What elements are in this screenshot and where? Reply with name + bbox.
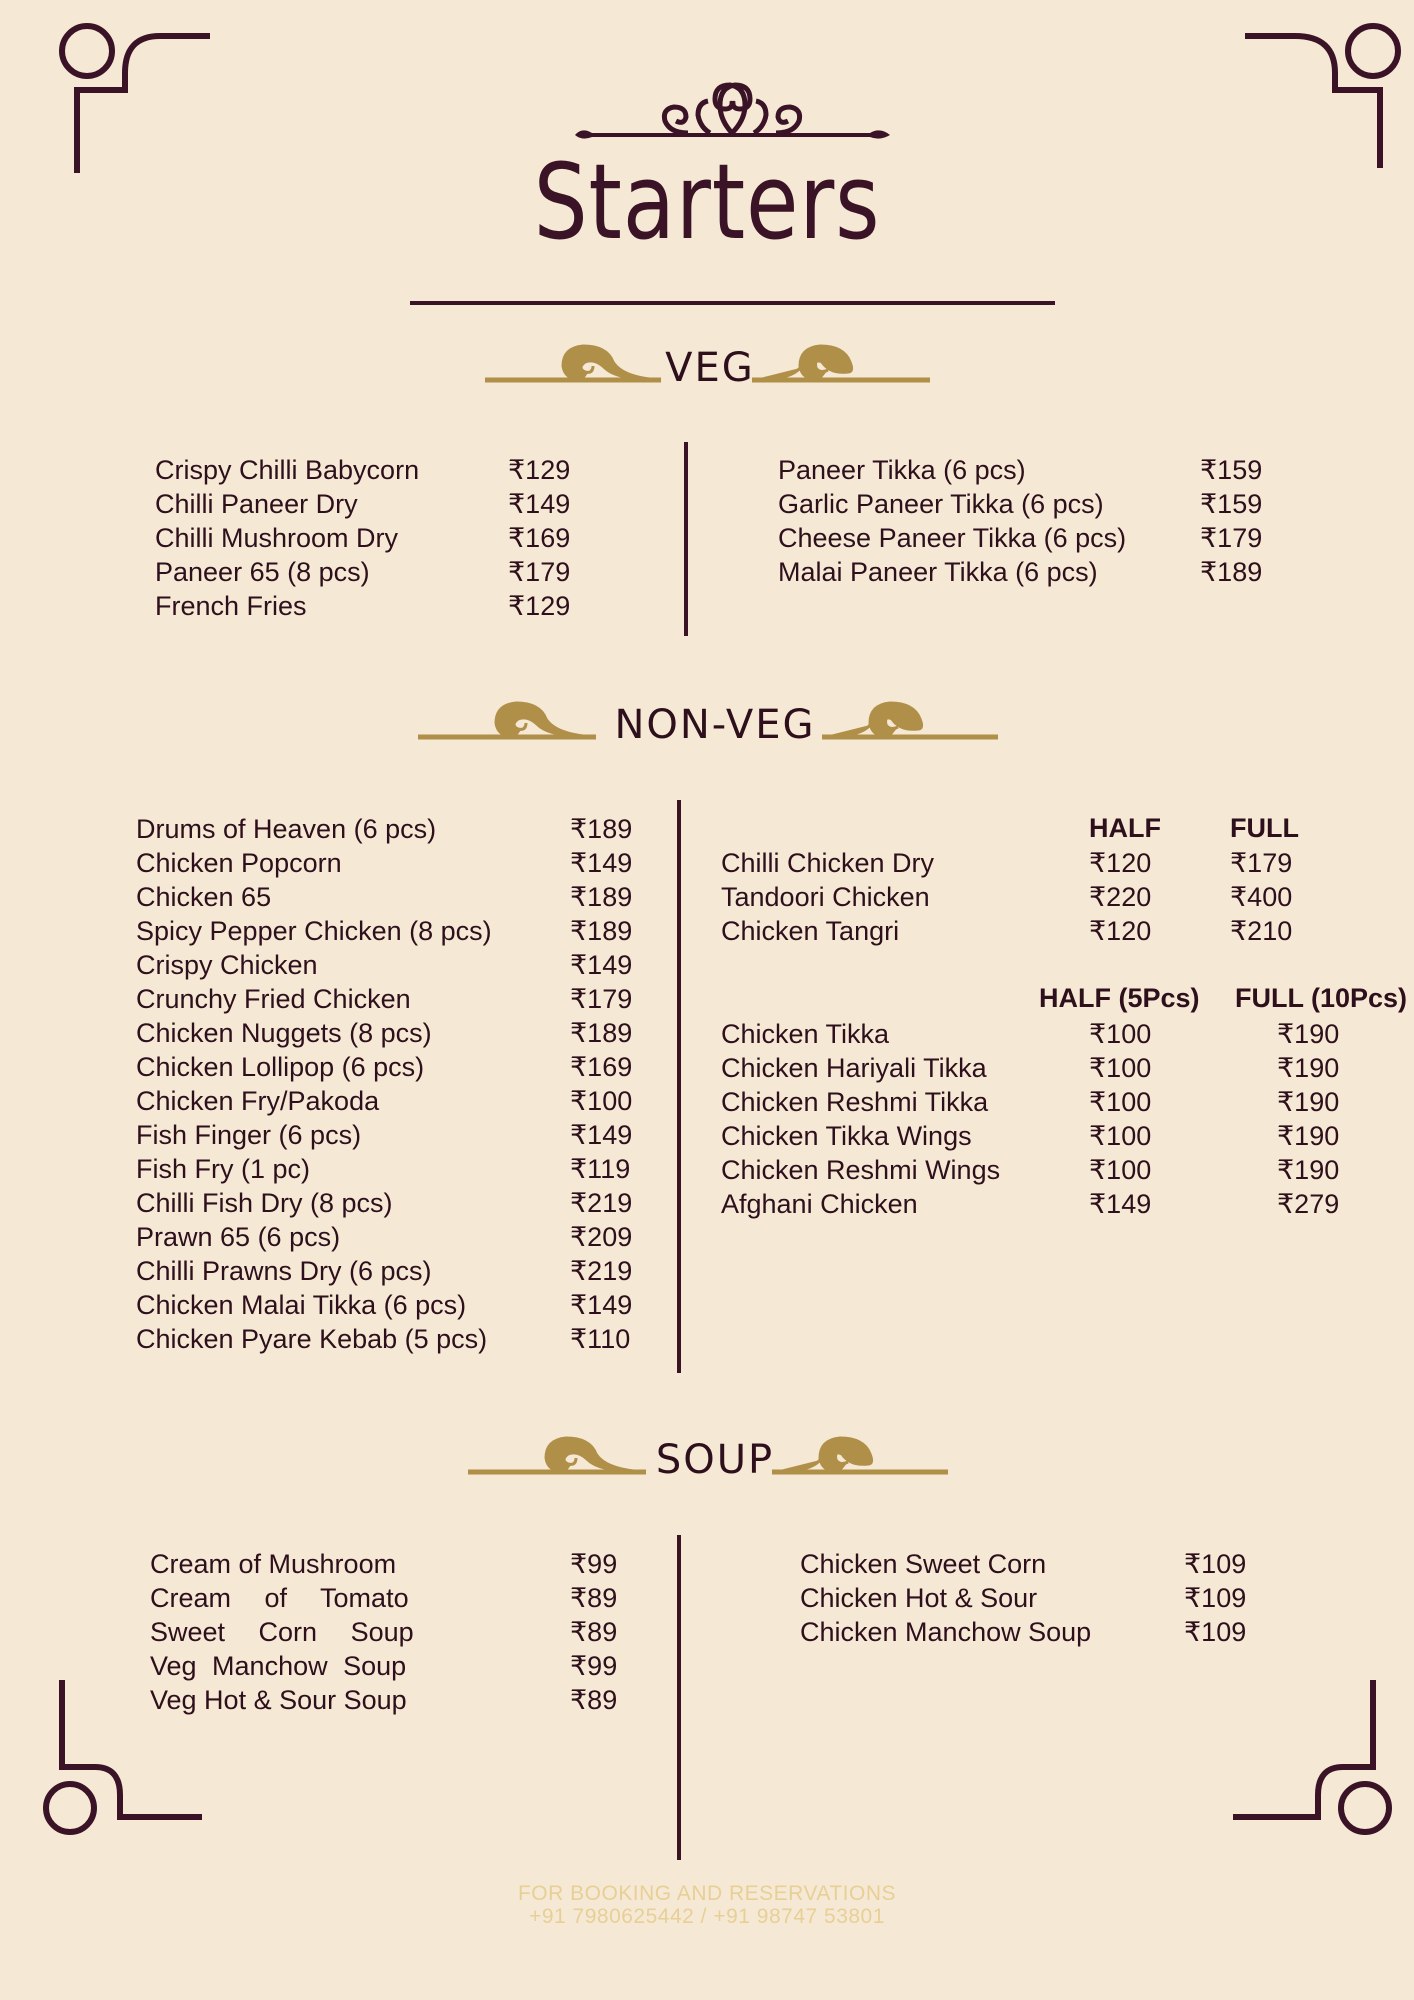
half-price: ₹120: [1089, 848, 1152, 878]
full-price: ₹400: [1230, 882, 1293, 912]
item-price: ₹149: [570, 1120, 633, 1150]
item-price: ₹89: [570, 1617, 618, 1647]
menu-item: [136, 1220, 656, 1254]
half-price: ₹100: [1089, 1155, 1152, 1185]
full-price: ₹279: [1277, 1189, 1340, 1219]
item-name: Afghani Chicken: [721, 1189, 918, 1219]
menu-item: [136, 1186, 656, 1220]
menu-item: [136, 914, 656, 948]
menu-item: [136, 1050, 656, 1084]
item-name: Paneer Tikka (6 pcs): [778, 455, 1026, 485]
item-name: Drums of Heaven (6 pcs): [136, 814, 437, 844]
item-name: Veg Hot & Sour Soup: [150, 1685, 407, 1715]
item-price: ₹119: [570, 1154, 631, 1184]
soup-column-divider: [677, 1535, 681, 1860]
menu-item: [136, 1152, 656, 1186]
full-price: ₹190: [1277, 1155, 1340, 1185]
half-price: ₹100: [1089, 1121, 1152, 1151]
menu-item: [150, 1615, 630, 1649]
half-price: ₹100: [1089, 1087, 1152, 1117]
item-price: ₹219: [570, 1256, 633, 1286]
table-row: [721, 1017, 1341, 1051]
nonveg-tikka-table: [721, 1017, 1341, 1221]
item-name: Chicken Popcorn: [136, 848, 342, 878]
item-name: French Fries: [155, 591, 307, 621]
menu-item: [778, 487, 1278, 521]
item-name: Sweet Corn Soup: [150, 1617, 414, 1647]
half-5pcs-column-header: HALF (5Pcs): [1039, 983, 1200, 1013]
menu-item: [800, 1581, 1280, 1615]
item-name: Chicken Reshmi Tikka: [721, 1087, 989, 1117]
item-price: ₹149: [570, 1290, 633, 1320]
soup-left-list: [150, 1547, 630, 1717]
veg-left-list: [155, 453, 575, 623]
item-name: Chicken Fry/Pakoda: [136, 1086, 380, 1116]
item-name: Crispy Chicken: [136, 950, 318, 980]
menu-item: [136, 1016, 656, 1050]
full-price: ₹190: [1277, 1019, 1340, 1049]
half-price: ₹100: [1089, 1019, 1152, 1049]
item-name: Chilli Chicken Dry: [721, 848, 935, 878]
wave-swirl-right-icon: [820, 697, 1010, 742]
wave-swirl-left-icon: [483, 340, 673, 385]
wave-swirl-left-icon: [416, 697, 606, 742]
item-name: Crunchy Fried Chicken: [136, 984, 411, 1014]
menu-item: [778, 521, 1278, 555]
menu-item: [155, 589, 575, 623]
full-price: ₹179: [1230, 848, 1293, 878]
full-10pcs-column-header: FULL (10Pcs): [1235, 983, 1408, 1013]
half-price: ₹120: [1089, 916, 1152, 946]
menu-item: [136, 1118, 656, 1152]
scroll-flourish-icon: [570, 75, 895, 145]
item-price: ₹149: [570, 950, 633, 980]
item-name: Chicken 65: [136, 882, 272, 912]
item-price: ₹169: [570, 1052, 633, 1082]
table-row: [721, 1187, 1341, 1221]
menu-item: [136, 1288, 656, 1322]
item-price: ₹99: [570, 1549, 618, 1579]
menu-item: [136, 1322, 656, 1356]
page-title: Starters: [533, 141, 881, 263]
item-price: ₹109: [1184, 1583, 1247, 1613]
item-price: ₹129: [508, 455, 571, 485]
item-name: Spicy Pepper Chicken (8 pcs): [136, 916, 492, 946]
half-price: ₹220: [1089, 882, 1152, 912]
item-name: Cheese Paneer Tikka (6 pcs): [778, 523, 1127, 553]
item-name: Chilli Fish Dry (8 pcs): [136, 1188, 393, 1218]
menu-item: [155, 487, 575, 521]
menu-item: [150, 1649, 630, 1683]
title-divider: [410, 301, 1055, 305]
table-row: [721, 1051, 1341, 1085]
item-name: Veg Manchow Soup: [150, 1651, 407, 1681]
item-price: ₹159: [1200, 455, 1263, 485]
item-name: Tandoori Chicken: [721, 882, 930, 912]
table-row: [721, 1153, 1341, 1187]
item-price: ₹169: [508, 523, 571, 553]
menu-item: [136, 812, 656, 846]
section-title-nonveg: NON-VEG: [614, 702, 816, 748]
item-name: Prawn 65 (6 pcs): [136, 1222, 341, 1252]
item-name: Garlic Paneer Tikka (6 pcs): [778, 489, 1104, 519]
item-price: ₹159: [1200, 489, 1263, 519]
table-row: [721, 880, 1321, 914]
table-row: [721, 1119, 1341, 1153]
wave-swirl-right-icon: [770, 1432, 960, 1477]
half-column-header: HALF: [1089, 813, 1161, 843]
item-name: Chilli Mushroom Dry: [155, 523, 399, 553]
item-price: ₹109: [1184, 1549, 1247, 1579]
menu-item: [778, 555, 1278, 589]
item-name: Chilli Paneer Dry: [155, 489, 358, 519]
item-name: Chicken Sweet Corn: [800, 1549, 1047, 1579]
item-name: Chicken Tangri: [721, 916, 900, 946]
menu-item: [150, 1683, 630, 1717]
corner-ornament-bottom-right: [1228, 1675, 1398, 1840]
item-price: ₹219: [570, 1188, 633, 1218]
item-name: Malai Paneer Tikka (6 pcs): [778, 557, 1098, 587]
menu-item: [136, 1084, 656, 1118]
item-name: Fish Fry (1 pc): [136, 1154, 311, 1184]
item-price: ₹189: [570, 882, 633, 912]
table-row: [721, 914, 1321, 948]
menu-item: [150, 1581, 630, 1615]
item-name: Chicken Tikka: [721, 1019, 890, 1049]
item-price: ₹189: [570, 916, 633, 946]
item-price: ₹109: [1184, 1617, 1247, 1647]
item-price: ₹179: [570, 984, 633, 1014]
item-name: Chicken Pyare Kebab (5 pcs): [136, 1324, 488, 1354]
item-name: Chicken Malai Tikka (6 pcs): [136, 1290, 467, 1320]
menu-item: [136, 846, 656, 880]
veg-right-list: [778, 453, 1278, 589]
soup-right-list: [800, 1547, 1280, 1649]
nonveg-column-divider: [677, 800, 681, 1373]
item-name: Chicken Reshmi Wings: [721, 1155, 1001, 1185]
item-name: Cream of Tomato: [150, 1583, 409, 1613]
full-price: ₹190: [1277, 1053, 1340, 1083]
wave-swirl-left-icon: [466, 1432, 656, 1477]
menu-item: [155, 555, 575, 589]
item-price: ₹189: [570, 1018, 633, 1048]
item-price: ₹189: [1200, 557, 1263, 587]
footer-phone-numbers: +91 7980625442 / +91 98747 53801: [529, 1905, 885, 1928]
item-price: ₹99: [570, 1651, 618, 1681]
item-name: Paneer 65 (8 pcs): [155, 557, 370, 587]
item-price: ₹189: [570, 814, 633, 844]
footer-booking-label: FOR BOOKING AND RESERVATIONS: [517, 1882, 897, 1905]
item-name: Cream of Mushroom: [150, 1549, 397, 1579]
item-price: ₹89: [570, 1685, 618, 1715]
item-name: Chicken Lollipop (6 pcs): [136, 1052, 425, 1082]
menu-item: [800, 1615, 1280, 1649]
half-price: ₹100: [1089, 1053, 1152, 1083]
half-price: ₹149: [1089, 1189, 1152, 1219]
section-title-veg: VEG: [665, 345, 755, 391]
item-name: Chicken Hot & Sour: [800, 1583, 1038, 1613]
item-name: Chicken Manchow Soup: [800, 1617, 1092, 1647]
wave-swirl-right-icon: [750, 340, 940, 385]
nonveg-left-list: [136, 812, 656, 1356]
full-column-header: FULL: [1230, 813, 1299, 843]
item-price: ₹100: [570, 1086, 633, 1116]
item-name: Chilli Prawns Dry (6 pcs): [136, 1256, 432, 1286]
section-title-soup: SOUP: [655, 1437, 775, 1483]
item-name: Chicken Hariyali Tikka: [721, 1053, 987, 1083]
menu-item: [778, 453, 1278, 487]
menu-item: [136, 880, 656, 914]
item-price: ₹110: [570, 1324, 631, 1354]
menu-item: [155, 521, 575, 555]
item-name: Chicken Nuggets (8 pcs): [136, 1018, 432, 1048]
menu-item: [155, 453, 575, 487]
footer: [0, 1882, 1414, 1928]
menu-item: [136, 982, 656, 1016]
item-price: ₹179: [1200, 523, 1263, 553]
item-price: ₹149: [508, 489, 571, 519]
table-row: [721, 846, 1321, 880]
full-price: ₹210: [1230, 916, 1293, 946]
item-price: ₹129: [508, 591, 571, 621]
nonveg-half-full-table: [721, 846, 1321, 948]
item-price: ₹179: [508, 557, 571, 587]
item-price: ₹209: [570, 1222, 633, 1252]
item-price: ₹149: [570, 848, 633, 878]
full-price: ₹190: [1277, 1087, 1340, 1117]
full-price: ₹190: [1277, 1121, 1340, 1151]
menu-item: [150, 1547, 630, 1581]
menu-item: [136, 1254, 656, 1288]
menu-item: [136, 948, 656, 982]
table-row: [721, 1085, 1341, 1119]
item-name: Chicken Tikka Wings: [721, 1121, 972, 1151]
item-name: Fish Finger (6 pcs): [136, 1120, 362, 1150]
item-name: Crispy Chilli Babycorn: [155, 455, 420, 485]
item-price: ₹89: [570, 1583, 618, 1613]
veg-column-divider: [684, 442, 688, 636]
menu-item: [800, 1547, 1280, 1581]
